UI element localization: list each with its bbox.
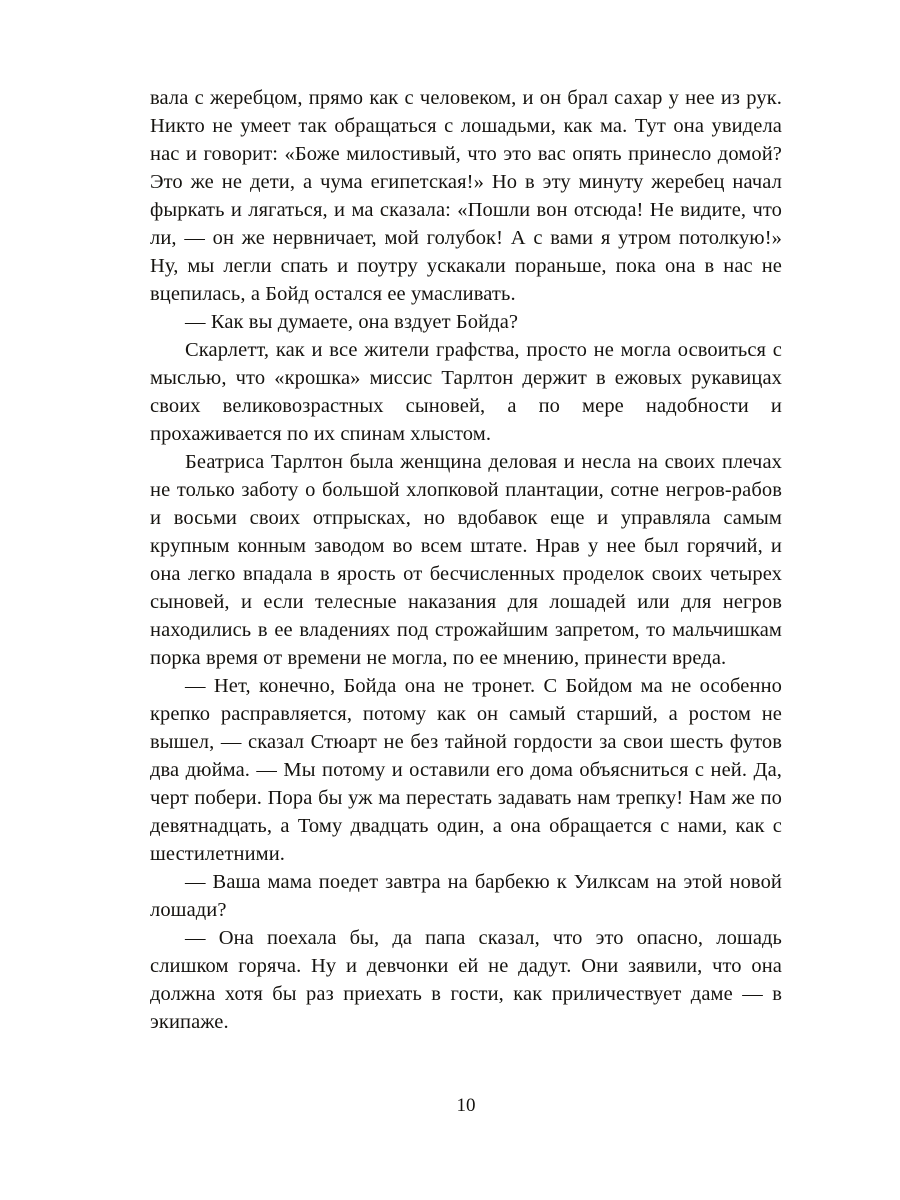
paragraph: — Как вы думаете, она вздует Бойда?: [185, 311, 519, 333]
paragraph: вала с жеребцом, прямо как с человеком, и он брал сахар у нее из рук. Никто не умеет так обращаться с лошадьми, как ма. Тут она увидела нас и говорит: «Боже милостивый, что это вас опять принесло домой? Это же не дети, а чума египетская!» Но в эту минуту жеребец начал фыркать и лягаться, и ма сказала: «Пошли вон отсюда! Не видите, что ли, — он же нервничает, мой голубок! А с вами я утром потолкую!» Ну, мы легли спать и поутру ускакали пораньше, пока она в нас не вцепилась, а Бойд остался ее умасливать.: [150, 87, 782, 305]
paragraph: Беатриса Тарлтон была женщина деловая и несла на своих плечах не только заботу о большой хлопковой плантации, сотне негров-рабов и восьми своих отпрысках, но вдобавок еще и управляла самым крупным конным заводом во всем штате. Нрав у нее был горячий, и она легко впадала в ярость от бесчисленных проделок своих четырех сыновей, и если телесные наказания для лошадей или для негров находились в ее владениях под строжайшим запретом, то мальчишкам порка время от времени не могла, по ее мнению, принести вреда.: [150, 451, 782, 669]
paragraph: — Она поехала бы, да папа сказал, что это опасно, лошадь слишком горяча. Ну и девчонки ей не дадут. Они заявили, что она должна хотя бы раз приехать в гости, как приличествует даме — в экипаже.: [150, 927, 782, 1033]
page-text: [150, 84, 782, 1036]
paragraph: Скарлетт, как и все жители графства, просто не могла освоиться с мыслью, что «крошка» миссис Тарлтон держит в ежовых рукавицах своих великовозрастных сыновей, а по мере надобности и прохаживается по их спинам хлыстом.: [150, 339, 782, 445]
paragraph: — Ваша мама поедет завтра на барбекю к Уилксам на этой новой лошади?: [150, 871, 782, 921]
page-number: 10: [456, 1095, 476, 1116]
paragraph: — Нет, конечно, Бойда она не тронет. С Бойдом ма не особенно крепко расправляется, потому как он самый старший, а ростом не вышел, — сказал Стюарт не без тайной гордости за свои шесть футов два дюйма. — Мы потому и оставили его дома объясниться с ней. Да, черт побери. Пора бы уж ма перестать задавать нам трепку! Нам же по девятнадцать, а Тому двадцать один, а она обращается с нами, как с шестилетними.: [150, 675, 782, 865]
